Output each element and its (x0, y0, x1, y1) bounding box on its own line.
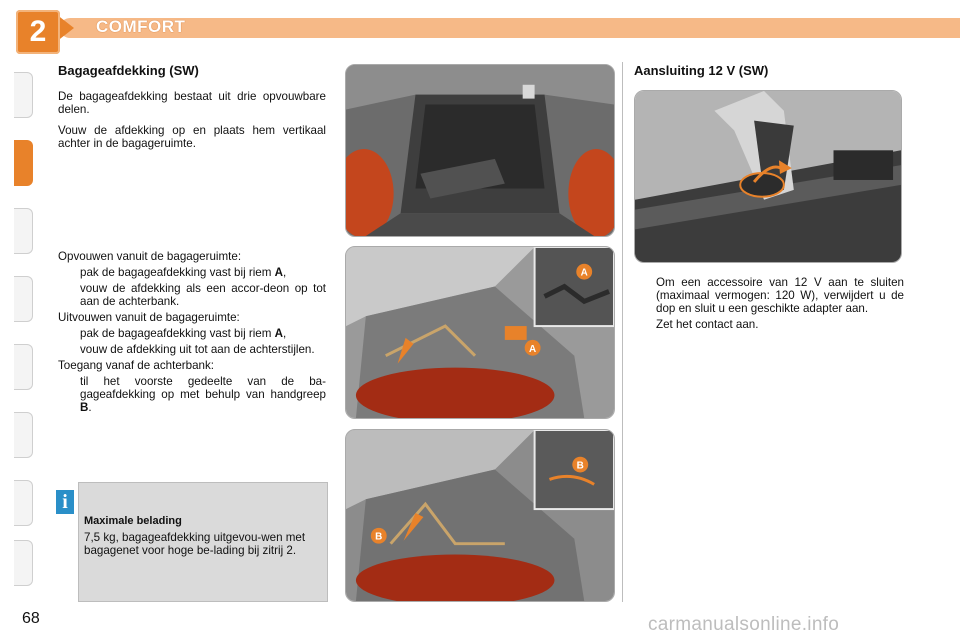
unfold-step-2: vouw de afdekking uit tot aan de achterstijlen. (80, 343, 315, 356)
access-heading: Toegang vanaf de achterbank: (58, 359, 214, 372)
fold-heading: Opvouwen vanuit de bagageruimte: (58, 250, 242, 263)
label-a-lower: A (529, 343, 537, 355)
info-icon: i (56, 490, 74, 514)
chapter-tab-5[interactable] (14, 344, 33, 390)
socket-instruction-list (634, 276, 904, 334)
label-b-lower: B (375, 531, 383, 543)
watermark: carmanualsonline.info (648, 614, 840, 635)
chapter-tab-3[interactable] (14, 208, 33, 254)
chapter-tab-1[interactable] (14, 72, 33, 118)
intro-paragraph: De bagageafdekking bestaat uit drie opvouwbare delen. (58, 90, 326, 116)
chapter-number-badge: 2 (16, 10, 60, 54)
chapter-tab-4[interactable] (14, 276, 33, 322)
info-title: Maximale belading (84, 515, 182, 527)
label-a-top: A (580, 267, 588, 279)
chapter-title: COMFORT (96, 17, 186, 36)
chapter-tab-7[interactable] (14, 480, 33, 526)
unfold-step-1: pak de bagageafdekking vast bij riem A, (80, 327, 287, 340)
photo-fold-cover (345, 246, 615, 419)
photo-boot-interior (345, 64, 615, 237)
socket-step-2: Zet het contact aan. (656, 318, 759, 331)
page-number: 68 (22, 610, 40, 627)
photo-rear-access (345, 429, 615, 602)
section-title-12v-socket: Aansluiting 12 V (SW) (634, 63, 769, 78)
chapter-tab-8[interactable] (14, 540, 33, 586)
access-step-1: til het voorste gedeelte van de ba-gageafdekking op met behulp van handgreep B. (80, 375, 326, 414)
photo-12v-socket (634, 90, 902, 263)
instruction-paragraph: Vouw de afdekking op en plaats hem vertikaal achter in de bagageruimte. (58, 124, 326, 150)
label-b-top: B (576, 460, 584, 472)
chapter-tab-6[interactable] (14, 412, 33, 458)
fold-step-1: pak de bagageafdekking vast bij riem A, (80, 266, 287, 279)
column-divider (622, 62, 623, 602)
instruction-list (58, 250, 326, 417)
chapter-header-bar (60, 18, 960, 38)
info-text: 7,5 kg, bagageafdekking uitgevou-wen met bagagenet voor hoge be-lading bij zitrij 2. (84, 531, 306, 557)
unfold-heading: Uitvouwen vanuit de bagageruimte: (58, 311, 240, 324)
section-title-luggage-cover: Bagageafdekking (SW) (58, 63, 199, 78)
fold-step-2: vouw de afdekking als een accor-deon op tot aan de achterbank. (80, 282, 326, 308)
chapter-tab-2-active[interactable] (14, 140, 33, 186)
socket-step-1: Om een accessoire van 12 V aan te sluiten (maximaal vermogen: 120 W), verwijdert u de dop en sluit u een geschikte adapter aan. (656, 276, 904, 315)
